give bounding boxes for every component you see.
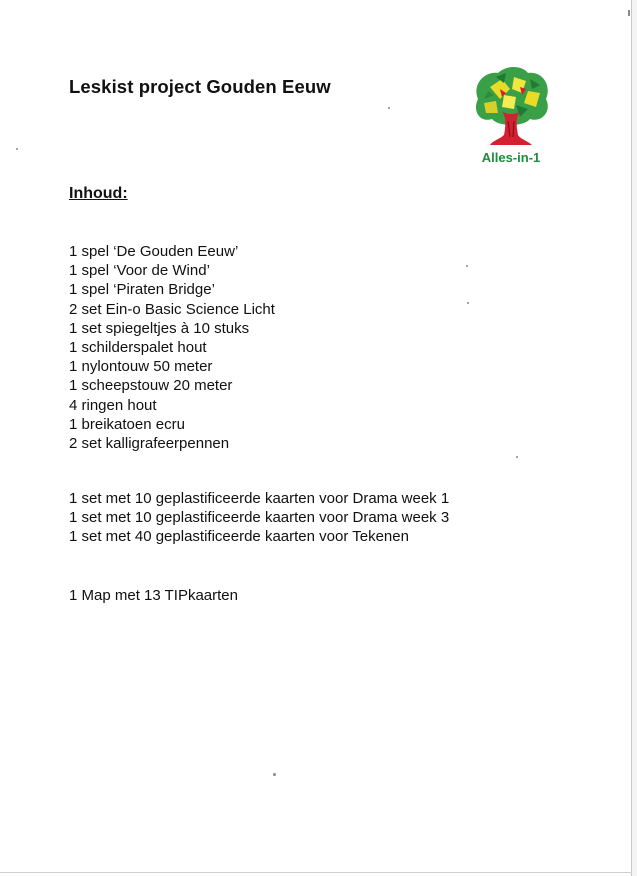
list-item: 1 scheepstouw 20 meter <box>69 377 233 395</box>
scan-speck <box>467 302 469 304</box>
list-item: 1 breikatoen ecru <box>69 415 185 433</box>
list-item: 1 set met 40 geplastificeerde kaarten voor Tekenen <box>69 528 409 546</box>
scan-speck <box>273 773 276 776</box>
alles-in-1-logo <box>470 65 552 175</box>
list-item: 4 ringen hout <box>69 396 157 414</box>
list-item: 1 set met 10 geplastificeerde kaarten voor Drama week 1 <box>69 490 450 507</box>
section-heading: Inhoud: <box>69 185 128 202</box>
contents-list-cards <box>69 489 449 547</box>
tree-icon <box>470 65 552 149</box>
scan-speck <box>516 456 518 458</box>
list-item: 2 set kalligrafeerpennen <box>69 435 230 453</box>
logo-caption: Alles-in-1 <box>481 150 541 165</box>
list-item: 1 spel ‘Voor de Wind’ <box>69 262 210 280</box>
contents-list-map <box>69 586 238 605</box>
scan-speck <box>628 10 630 16</box>
list-item: 1 spel ‘De Gouden Eeuw’ <box>69 243 239 260</box>
list-item: 1 nylontouw 50 meter <box>69 358 213 376</box>
scan-speck <box>16 148 18 150</box>
page-edge <box>0 872 632 873</box>
page-title: Leskist project Gouden Eeuw <box>69 76 331 97</box>
scan-speck <box>466 265 468 267</box>
list-item: 2 set Ein-o Basic Science Licht <box>69 300 275 318</box>
contents-list-materials <box>69 242 275 453</box>
list-item: 1 Map met 13 TIPkaarten <box>69 587 238 604</box>
list-item: 1 schilderspalet hout <box>69 339 207 357</box>
scan-speck <box>388 107 390 109</box>
list-item: 1 set met 10 geplastificeerde kaarten voor Drama week 3 <box>69 509 450 527</box>
list-item: 1 set spiegeltjes à 10 stuks <box>69 319 250 337</box>
list-item: 1 spel ‘Piraten Bridge’ <box>69 281 215 299</box>
